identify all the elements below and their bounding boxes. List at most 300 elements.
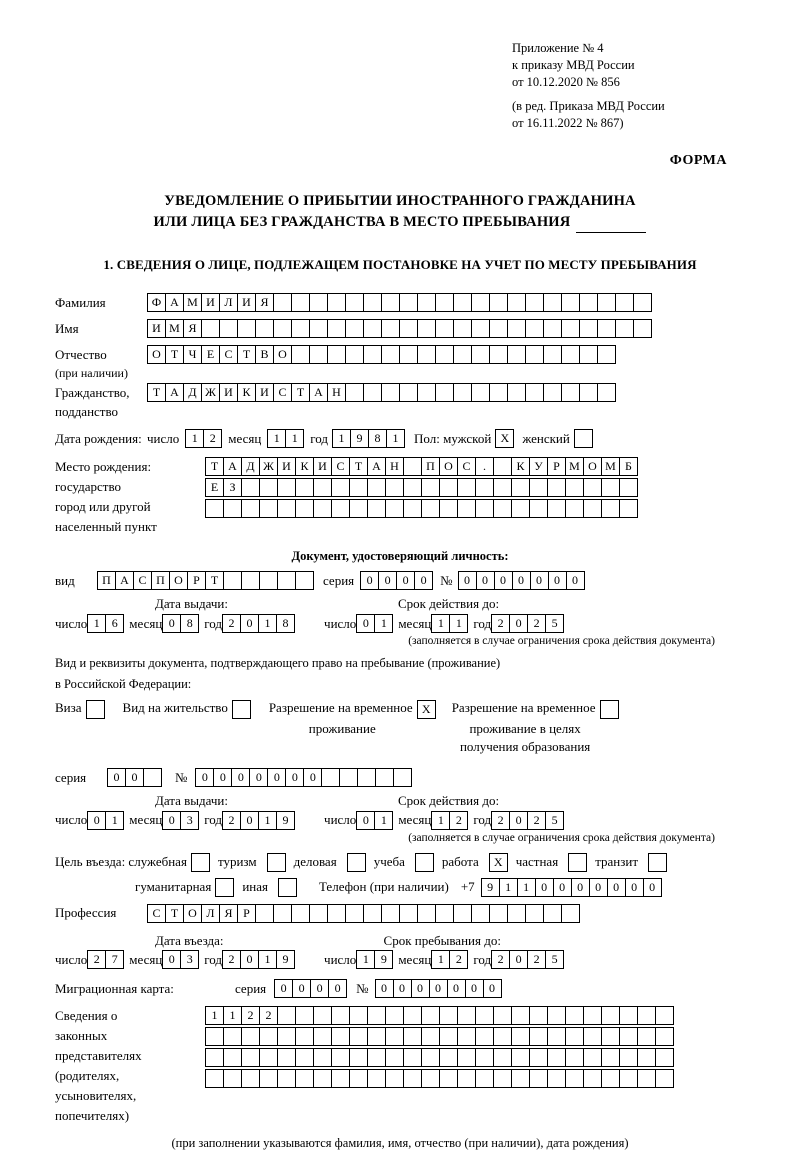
cell[interactable]	[525, 293, 544, 312]
cell[interactable]	[259, 1027, 278, 1046]
cell[interactable]: Т	[291, 383, 310, 402]
cell[interactable]	[363, 383, 382, 402]
cell[interactable]	[583, 1027, 602, 1046]
cell[interactable]: Р	[237, 904, 256, 923]
cell[interactable]	[619, 1069, 638, 1088]
cell[interactable]	[363, 319, 382, 338]
cell[interactable]	[381, 319, 400, 338]
cell[interactable]	[345, 293, 364, 312]
cell[interactable]	[475, 1027, 494, 1046]
cell[interactable]: А	[309, 383, 328, 402]
cell[interactable]: 1	[87, 614, 106, 633]
cell[interactable]: 0	[310, 979, 329, 998]
cell[interactable]: И	[277, 457, 296, 476]
cell[interactable]: А	[165, 383, 184, 402]
cell[interactable]	[349, 478, 368, 497]
cell[interactable]	[475, 478, 494, 497]
cell[interactable]	[381, 345, 400, 364]
cell[interactable]	[403, 1069, 422, 1088]
cell[interactable]: И	[237, 293, 256, 312]
cell[interactable]	[511, 1048, 530, 1067]
cell[interactable]: 1	[431, 950, 450, 969]
cell[interactable]	[277, 571, 296, 590]
cell[interactable]	[417, 319, 436, 338]
cell[interactable]	[453, 345, 472, 364]
cell[interactable]: У	[529, 457, 548, 476]
cell[interactable]	[493, 1048, 512, 1067]
cell[interactable]: 0	[458, 571, 477, 590]
cell[interactable]	[543, 319, 562, 338]
cell[interactable]	[381, 904, 400, 923]
sex-female-checkbox[interactable]	[574, 429, 593, 448]
cell[interactable]	[345, 319, 364, 338]
cell[interactable]: 9	[276, 950, 295, 969]
cell[interactable]	[561, 293, 580, 312]
cell[interactable]	[385, 499, 404, 518]
cell[interactable]: 2	[527, 614, 546, 633]
cell[interactable]: 9	[481, 878, 500, 897]
purpose-checkbox-other[interactable]	[278, 878, 297, 897]
cell[interactable]: 1	[285, 429, 304, 448]
cell[interactable]	[219, 319, 238, 338]
cell[interactable]	[241, 1069, 260, 1088]
cell[interactable]	[273, 319, 292, 338]
cell[interactable]: Я	[219, 904, 238, 923]
cell[interactable]	[583, 478, 602, 497]
purpose-checkbox-transit[interactable]	[648, 853, 667, 872]
cell[interactable]	[655, 1006, 674, 1025]
cell[interactable]	[615, 319, 634, 338]
cell[interactable]	[349, 1027, 368, 1046]
permit-issue-day-input[interactable]	[87, 811, 123, 830]
cell[interactable]: 2	[491, 811, 510, 830]
cell[interactable]	[331, 478, 350, 497]
cell[interactable]: 8	[368, 429, 387, 448]
cell[interactable]	[367, 478, 386, 497]
cell[interactable]: 0	[107, 768, 126, 787]
cell[interactable]	[313, 1069, 332, 1088]
cell[interactable]	[561, 319, 580, 338]
cell[interactable]	[273, 293, 292, 312]
cell[interactable]: Т	[205, 457, 224, 476]
cell[interactable]: М	[565, 457, 584, 476]
cell[interactable]	[313, 1027, 332, 1046]
cell[interactable]	[633, 293, 652, 312]
edu-permit-checkbox[interactable]	[600, 700, 619, 719]
cell[interactable]	[399, 904, 418, 923]
cell[interactable]: .	[475, 457, 494, 476]
cell[interactable]	[475, 1069, 494, 1088]
cell[interactable]	[633, 319, 652, 338]
cell[interactable]	[205, 499, 224, 518]
cell[interactable]	[511, 1069, 530, 1088]
cell[interactable]	[457, 478, 476, 497]
cell[interactable]	[561, 904, 580, 923]
cell[interactable]	[435, 904, 454, 923]
cell[interactable]	[255, 319, 274, 338]
cell[interactable]	[601, 499, 620, 518]
cell[interactable]: 2	[527, 950, 546, 969]
patronymic-input[interactable]	[147, 345, 615, 364]
cell[interactable]: 0	[303, 768, 322, 787]
cell[interactable]	[511, 499, 530, 518]
cell[interactable]: 1	[105, 811, 124, 830]
permit-issue-month-input[interactable]	[162, 811, 198, 830]
cell[interactable]	[435, 345, 454, 364]
cell[interactable]	[529, 1048, 548, 1067]
doc-issue-year-input[interactable]	[222, 614, 294, 633]
cell[interactable]: Е	[201, 345, 220, 364]
cell[interactable]: К	[295, 457, 314, 476]
cell[interactable]	[619, 1048, 638, 1067]
cell[interactable]	[601, 1006, 620, 1025]
cell[interactable]	[619, 499, 638, 518]
cell[interactable]: С	[457, 457, 476, 476]
cell[interactable]: З	[223, 478, 242, 497]
cell[interactable]: Н	[327, 383, 346, 402]
cell[interactable]: 0	[494, 571, 513, 590]
cell[interactable]	[259, 478, 278, 497]
cell[interactable]	[565, 1027, 584, 1046]
cell[interactable]	[453, 293, 472, 312]
cell[interactable]	[493, 1027, 512, 1046]
cell[interactable]	[493, 1006, 512, 1025]
cell[interactable]	[547, 478, 566, 497]
cell[interactable]	[547, 1006, 566, 1025]
cell[interactable]	[277, 478, 296, 497]
cell[interactable]: 0	[512, 571, 531, 590]
cell[interactable]: М	[601, 457, 620, 476]
cell[interactable]	[403, 1027, 422, 1046]
cell[interactable]: 3	[180, 811, 199, 830]
cell[interactable]	[565, 478, 584, 497]
cell[interactable]	[367, 499, 386, 518]
cell[interactable]: 0	[285, 768, 304, 787]
cell[interactable]	[295, 1027, 314, 1046]
cell[interactable]: 0	[360, 571, 379, 590]
cell[interactable]	[295, 1006, 314, 1025]
residence-checkbox[interactable]	[232, 700, 251, 719]
cell[interactable]	[291, 319, 310, 338]
cell[interactable]	[313, 499, 332, 518]
cell[interactable]	[259, 1048, 278, 1067]
cell[interactable]: 0	[476, 571, 495, 590]
cell[interactable]: 0	[249, 768, 268, 787]
cell[interactable]	[565, 1069, 584, 1088]
cell[interactable]	[439, 1027, 458, 1046]
doc-valid-year-input[interactable]	[491, 614, 563, 633]
cell[interactable]	[277, 1027, 296, 1046]
purpose-checkbox-business[interactable]	[347, 853, 366, 872]
cell[interactable]	[417, 293, 436, 312]
cell[interactable]	[345, 904, 364, 923]
cell[interactable]	[471, 904, 490, 923]
cell[interactable]	[601, 1069, 620, 1088]
cell[interactable]	[241, 499, 260, 518]
cell[interactable]	[547, 1048, 566, 1067]
cell[interactable]: 8	[180, 614, 199, 633]
birth-month-input[interactable]	[267, 429, 303, 448]
cell[interactable]	[489, 383, 508, 402]
cell[interactable]	[367, 1027, 386, 1046]
cell[interactable]	[201, 319, 220, 338]
cell[interactable]: 1	[449, 614, 468, 633]
cell[interactable]: 1	[223, 1006, 242, 1025]
cell[interactable]: 2	[222, 614, 241, 633]
cell[interactable]	[561, 345, 580, 364]
cell[interactable]: Ж	[259, 457, 278, 476]
cell[interactable]: М	[183, 293, 202, 312]
cell[interactable]: С	[273, 383, 292, 402]
cell[interactable]	[295, 1048, 314, 1067]
cell[interactable]: 2	[241, 1006, 260, 1025]
birthplace-row-3[interactable]	[205, 499, 637, 518]
cell[interactable]	[547, 1069, 566, 1088]
cell[interactable]	[259, 1069, 278, 1088]
cell[interactable]	[345, 383, 364, 402]
cell[interactable]	[403, 499, 422, 518]
cell[interactable]: И	[201, 293, 220, 312]
cell[interactable]: 0	[328, 979, 347, 998]
cell[interactable]: Ф	[147, 293, 166, 312]
cell[interactable]	[439, 1048, 458, 1067]
cell[interactable]	[367, 1069, 386, 1088]
migration-number-input[interactable]	[375, 979, 501, 998]
cell[interactable]: 0	[571, 878, 590, 897]
cell[interactable]: 0	[625, 878, 644, 897]
cell[interactable]	[349, 499, 368, 518]
cell[interactable]: 0	[162, 614, 181, 633]
cell[interactable]	[439, 478, 458, 497]
cell[interactable]	[421, 1027, 440, 1046]
cell[interactable]	[291, 293, 310, 312]
cell[interactable]: И	[219, 383, 238, 402]
cell[interactable]: С	[147, 904, 166, 923]
cell[interactable]: 1	[356, 950, 375, 969]
cell[interactable]: 6	[105, 614, 124, 633]
phone-input[interactable]	[481, 878, 661, 897]
purpose-checkbox-private[interactable]	[568, 853, 587, 872]
permit-valid-year-input[interactable]	[491, 811, 563, 830]
cell[interactable]: 0	[411, 979, 430, 998]
cell[interactable]: 1	[258, 811, 277, 830]
cell[interactable]	[309, 345, 328, 364]
cell[interactable]	[439, 499, 458, 518]
cell[interactable]: О	[147, 345, 166, 364]
cell[interactable]: 0	[447, 979, 466, 998]
cell[interactable]: 0	[267, 768, 286, 787]
cell[interactable]	[421, 1006, 440, 1025]
cell[interactable]	[637, 1006, 656, 1025]
cell[interactable]: П	[151, 571, 170, 590]
cell[interactable]: 2	[87, 950, 106, 969]
cell[interactable]: С	[331, 457, 350, 476]
cell[interactable]	[561, 383, 580, 402]
cell[interactable]	[529, 1069, 548, 1088]
representatives-row-4[interactable]	[205, 1069, 673, 1088]
cell[interactable]	[421, 478, 440, 497]
cell[interactable]: Ж	[201, 383, 220, 402]
cell[interactable]: Л	[201, 904, 220, 923]
cell[interactable]	[529, 478, 548, 497]
cell[interactable]	[507, 319, 526, 338]
cell[interactable]	[529, 1027, 548, 1046]
cell[interactable]	[295, 1069, 314, 1088]
cell[interactable]	[295, 478, 314, 497]
cell[interactable]: П	[421, 457, 440, 476]
cell[interactable]	[529, 1006, 548, 1025]
cell[interactable]	[331, 1006, 350, 1025]
cell[interactable]	[321, 768, 340, 787]
cell[interactable]	[583, 1069, 602, 1088]
cell[interactable]	[457, 1006, 476, 1025]
cell[interactable]: 9	[374, 950, 393, 969]
cell[interactable]	[637, 1069, 656, 1088]
cell[interactable]	[367, 1006, 386, 1025]
cell[interactable]	[579, 293, 598, 312]
cell[interactable]	[565, 1048, 584, 1067]
cell[interactable]	[457, 1027, 476, 1046]
cell[interactable]: В	[255, 345, 274, 364]
cell[interactable]: Т	[165, 345, 184, 364]
cell[interactable]	[327, 319, 346, 338]
cell[interactable]: Е	[205, 478, 224, 497]
cell[interactable]: 0	[509, 950, 528, 969]
cell[interactable]: О	[273, 345, 292, 364]
cell[interactable]	[601, 478, 620, 497]
cell[interactable]: Т	[237, 345, 256, 364]
cell[interactable]	[547, 1027, 566, 1046]
cell[interactable]: А	[223, 457, 242, 476]
doc-issue-day-input[interactable]	[87, 614, 123, 633]
cell[interactable]	[385, 478, 404, 497]
cell[interactable]	[435, 383, 454, 402]
cell[interactable]: 0	[509, 811, 528, 830]
cell[interactable]	[471, 345, 490, 364]
cell[interactable]	[565, 499, 584, 518]
cell[interactable]	[475, 499, 494, 518]
cell[interactable]	[255, 904, 274, 923]
cell[interactable]	[309, 904, 328, 923]
cell[interactable]: Я	[255, 293, 274, 312]
cell[interactable]: А	[165, 293, 184, 312]
cell[interactable]	[489, 293, 508, 312]
cell[interactable]: 1	[332, 429, 351, 448]
cell[interactable]	[385, 1069, 404, 1088]
cell[interactable]: 1	[258, 614, 277, 633]
cell[interactable]	[583, 1048, 602, 1067]
cell[interactable]: Р	[187, 571, 206, 590]
birth-day-input[interactable]	[185, 429, 221, 448]
cell[interactable]	[637, 1027, 656, 1046]
cell[interactable]: И	[147, 319, 166, 338]
cell[interactable]: П	[97, 571, 116, 590]
cell[interactable]	[529, 499, 548, 518]
cell[interactable]: 9	[276, 811, 295, 830]
cell[interactable]: О	[439, 457, 458, 476]
entry-month-input[interactable]	[162, 950, 198, 969]
doc-valid-month-input[interactable]	[431, 614, 467, 633]
birthplace-row-1[interactable]	[205, 457, 637, 476]
cell[interactable]	[399, 319, 418, 338]
cell[interactable]	[291, 345, 310, 364]
cell[interactable]	[417, 345, 436, 364]
cell[interactable]	[205, 1069, 224, 1088]
cell[interactable]	[475, 1048, 494, 1067]
cell[interactable]: 0	[607, 878, 626, 897]
cell[interactable]	[421, 499, 440, 518]
cell[interactable]: Л	[219, 293, 238, 312]
cell[interactable]	[399, 293, 418, 312]
cell[interactable]	[439, 1069, 458, 1088]
cell[interactable]: 0	[356, 811, 375, 830]
cell[interactable]	[295, 571, 314, 590]
cell[interactable]	[619, 1027, 638, 1046]
cell[interactable]	[507, 383, 526, 402]
surname-input[interactable]	[147, 293, 651, 312]
cell[interactable]	[331, 499, 350, 518]
cell[interactable]	[435, 319, 454, 338]
cell[interactable]	[525, 345, 544, 364]
cell[interactable]	[543, 904, 562, 923]
entry-year-input[interactable]	[222, 950, 294, 969]
cell[interactable]: 0	[566, 571, 585, 590]
cell[interactable]	[143, 768, 162, 787]
cell[interactable]: 0	[125, 768, 144, 787]
cell[interactable]	[655, 1048, 674, 1067]
permit-series-input[interactable]	[107, 768, 161, 787]
cell[interactable]	[493, 478, 512, 497]
cell[interactable]	[223, 1069, 242, 1088]
cell[interactable]	[493, 499, 512, 518]
cell[interactable]	[313, 1006, 332, 1025]
cell[interactable]: К	[511, 457, 530, 476]
cell[interactable]	[525, 319, 544, 338]
cell[interactable]	[511, 478, 530, 497]
cell[interactable]: 1	[185, 429, 204, 448]
cell[interactable]	[339, 768, 358, 787]
stay-year-input[interactable]	[491, 950, 563, 969]
sex-male-checkbox[interactable]: X	[495, 429, 514, 448]
cell[interactable]	[619, 478, 638, 497]
cell[interactable]: 0	[483, 979, 502, 998]
cell[interactable]: 1	[499, 878, 518, 897]
cell[interactable]: А	[367, 457, 386, 476]
cell[interactable]: 2	[203, 429, 222, 448]
cell[interactable]: 0	[162, 950, 181, 969]
cell[interactable]	[223, 1048, 242, 1067]
cell[interactable]: С	[219, 345, 238, 364]
cell[interactable]: 1	[431, 614, 450, 633]
profession-input[interactable]	[147, 904, 579, 923]
cell[interactable]: 3	[180, 950, 199, 969]
cell[interactable]	[327, 904, 346, 923]
cell[interactable]: 0	[393, 979, 412, 998]
cell[interactable]	[223, 571, 242, 590]
cell[interactable]: 0	[356, 614, 375, 633]
representatives-row-3[interactable]	[205, 1048, 673, 1067]
cell[interactable]: Т	[205, 571, 224, 590]
cell[interactable]	[453, 319, 472, 338]
cell[interactable]: 1	[517, 878, 536, 897]
cell[interactable]	[435, 293, 454, 312]
cell[interactable]: 0	[414, 571, 433, 590]
cell[interactable]: 7	[105, 950, 124, 969]
cell[interactable]	[385, 1027, 404, 1046]
purpose-checkbox-work[interactable]: X	[489, 853, 508, 872]
cell[interactable]: 0	[240, 811, 259, 830]
cell[interactable]	[525, 904, 544, 923]
